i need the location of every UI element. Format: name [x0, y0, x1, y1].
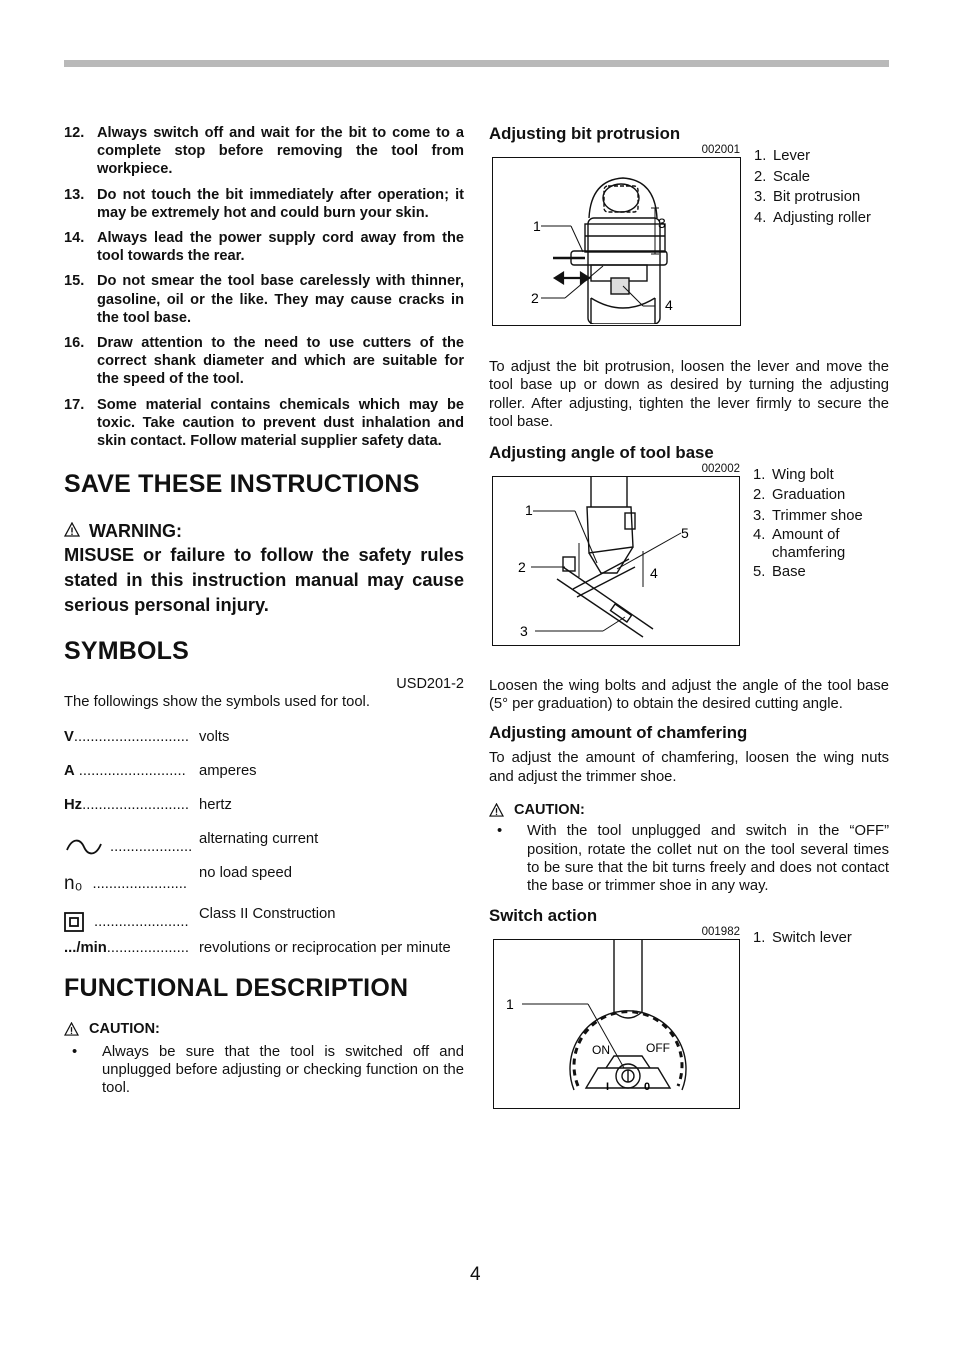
warning-title: [64, 521, 464, 542]
symbol-key: A: [64, 762, 75, 779]
caution-text: Always be sure that the tool is switched off and unplugged before adjusting or checking function on the tool.: [102, 1043, 464, 1097]
chamfer-body: To adjust the amount of chamfering, loosen the wing nuts and adjust the trimmer shoe.: [489, 750, 889, 785]
rule-number: 14.: [64, 230, 85, 247]
no-load-speed-icon: n₀: [64, 873, 83, 895]
legend-item: [753, 485, 863, 506]
switch-o-mark: 0: [644, 1080, 651, 1093]
symbol-row-class-ii: [64, 905, 464, 939]
symbol-meaning: volts: [199, 728, 230, 745]
header-rule: [64, 60, 889, 67]
router-bit-protrusion-illustration: [493, 158, 739, 324]
chamfer-heading: Adjusting amount of chamfering: [489, 723, 748, 743]
legend-text: Amount of chamfering: [772, 527, 846, 562]
caution-triangle-icon: [489, 803, 504, 817]
rule-text: Do not touch the bit immediately after operation; it may be extremely hot and could burn your skin.: [97, 186, 464, 221]
leader-dots: ..........................: [82, 796, 189, 813]
legend-number: 1.: [753, 929, 766, 946]
symbol-meaning: revolutions or reciprocation per minute: [199, 939, 451, 956]
legend-number: 3.: [754, 189, 767, 205]
bullet-dot: •: [497, 823, 503, 840]
legend-item: [754, 167, 871, 188]
leader-dots: .......................: [94, 913, 189, 930]
legend-text: Lever: [773, 148, 811, 164]
list-item: [64, 186, 464, 222]
symbol-meaning: hertz: [199, 796, 232, 813]
leader-dots: ....................: [110, 838, 193, 855]
figure-code: 001982: [701, 925, 740, 938]
legend-number: 1.: [754, 148, 767, 164]
callout-label: 2: [518, 558, 526, 575]
legend-item: [753, 506, 863, 527]
functional-description-heading: FUNCTIONAL DESCRIPTION: [64, 973, 409, 1002]
right-column: [489, 124, 889, 1109]
rule-text: Do not smear the tool base carelessly with thinner, gasoline, oil or the like. They may cause cracks in the tool base.: [97, 273, 464, 326]
router-angle-illustration: [493, 477, 738, 644]
figure-legend: [740, 928, 852, 1109]
symbols-intro: The followings show the symbols used for tool.: [64, 694, 370, 711]
callout-label: 5: [681, 524, 689, 541]
warning-title-text: WARNING:: [89, 521, 182, 542]
alternating-current-icon: [64, 839, 104, 855]
symbol-meaning: amperes: [199, 762, 257, 779]
rule-number: 15.: [64, 273, 85, 290]
callout-label: 1: [533, 218, 541, 234]
figure-image-frame: [492, 157, 741, 326]
class-ii-icon: [64, 912, 84, 932]
legend-item: [754, 187, 871, 208]
symbol-row-no-load-speed: [64, 864, 464, 905]
page-number: 4: [470, 1264, 481, 1285]
callout-label: 4: [650, 564, 658, 581]
rule-number: 12.: [64, 125, 85, 141]
rule-text: Always lead the power supply cord away from the tool towards the rear.: [97, 230, 464, 265]
legend-item: [753, 465, 863, 486]
leader-dots: ............................: [73, 728, 189, 745]
leader-dots: .......................: [92, 876, 188, 893]
legend-item: [754, 146, 871, 167]
callout-label: 1: [525, 501, 533, 518]
legend-text: Trimmer shoe: [772, 507, 863, 524]
leader-dots: ..........................: [74, 762, 186, 779]
safety-rules-list: [64, 124, 464, 450]
rule-text: Some material contains chemicals which may be toxic. Take caution to prevent dust inhalation and skin contact. Follow material supplier safety data.: [97, 396, 464, 450]
list-item: [64, 396, 464, 451]
legend-number: 1.: [753, 466, 766, 483]
legend-text: Base: [772, 564, 806, 581]
callout-label: 4: [665, 297, 673, 313]
caution-title: CAUTION:: [89, 1020, 160, 1037]
bullet-dot: •: [72, 1043, 78, 1060]
figure-image-frame: [492, 476, 740, 646]
legend-number: 2.: [753, 487, 766, 504]
callout-label: 1: [506, 995, 514, 1012]
callout-label: 3: [658, 215, 666, 231]
list-item: [489, 822, 889, 896]
bit-protrusion-body: To adjust the bit protrusion, loosen the lever and move the tool base up or down as desired by turning the adjusting roller. After adjusting, tighten the lever firmly to secure the tool base.: [489, 359, 889, 431]
rule-number: 16.: [64, 335, 85, 352]
save-instructions-heading: SAVE THESE INSTRUCTIONS: [64, 470, 420, 499]
switch-heading: Switch action: [489, 905, 598, 925]
warning-block: [64, 521, 464, 617]
symbol-meaning: alternating current: [199, 830, 319, 847]
legend-item: [754, 208, 871, 229]
figure-legend: [741, 146, 871, 326]
list-item: [64, 1043, 464, 1098]
warning-triangle-icon: [64, 521, 80, 542]
symbol-key: Hz: [64, 796, 83, 813]
caution-title: CAUTION:: [514, 802, 585, 819]
legend-text: Wing bolt: [772, 466, 834, 483]
rule-number: 17.: [64, 396, 85, 413]
symbol-key: .../min: [64, 939, 107, 956]
legend-text: Scale: [773, 168, 811, 185]
angle-body: Loosen the wing bolts and adjust the angle of the tool base (5° per graduation) to obtain the desired cutting angle.: [489, 677, 889, 713]
list-item: [64, 229, 464, 265]
symbols-table: [64, 728, 464, 957]
switch-i-mark: I: [606, 1080, 610, 1093]
callout-label: 2: [531, 290, 539, 306]
symbol-row-ac: [64, 830, 464, 864]
figure-image-frame: [493, 939, 740, 1109]
legend-number: 2.: [754, 168, 767, 185]
legend-text: Adjusting roller: [773, 209, 871, 226]
bit-protrusion-heading: Adjusting bit protrusion: [489, 124, 681, 143]
switch-off-label: OFF: [646, 1040, 670, 1055]
rule-text: Draw attention to the need to use cutters of the correct shank diameter and which are suitable for the speed of the tool.: [97, 335, 464, 388]
legend-number: 5.: [753, 564, 766, 581]
functional-caution: [64, 1021, 464, 1037]
symbol-row-hertz: [64, 796, 464, 830]
callout-label: 3: [520, 622, 528, 639]
figure-legend: [740, 465, 863, 646]
warning-body: MISUSE or failure to follow the safety rules stated in this instruction manual may cause serious personal injury.: [64, 544, 464, 616]
figure-code: 002001: [701, 144, 740, 156]
legend-text: Graduation: [772, 487, 846, 504]
symbol-meaning: Class II Construction: [199, 905, 336, 922]
legend-item: [753, 928, 852, 949]
symbol-row-volts: [64, 728, 464, 762]
list-item: [64, 124, 464, 179]
figure-code: 002002: [701, 462, 740, 475]
caution-text: With the tool unplugged and switch in the “OFF” position, rotate the collet nut on the tool several times to be sure that the bit turns freely and does not contact the base or trimmer shoe in any way.: [527, 823, 889, 895]
angle-heading: Adjusting angle of tool base: [489, 442, 714, 462]
symbol-key: V: [64, 728, 74, 745]
list-item: [64, 272, 464, 327]
rule-text: Always switch off and wait for the bit to come to a complete stop before removing the tool from workpiece.: [97, 125, 464, 178]
symbols-code: USD201-2: [396, 676, 464, 693]
switch-on-label: ON: [592, 1042, 610, 1057]
legend-item: [753, 526, 863, 562]
symbol-row-amperes: [64, 762, 464, 796]
symbol-meaning: no load speed: [199, 864, 292, 881]
legend-text: Bit protrusion: [773, 189, 861, 205]
legend-number: 4.: [753, 527, 766, 544]
chamfer-caution: [489, 802, 889, 818]
symbol-row-rpm: [64, 939, 464, 957]
legend-text: Switch lever: [772, 929, 852, 946]
leader-dots: ....................: [106, 939, 189, 956]
rule-number: 13.: [64, 186, 85, 203]
symbols-heading: SYMBOLS: [64, 637, 190, 666]
legend-item: [753, 562, 863, 583]
caution-triangle-icon: [64, 1022, 79, 1036]
left-column: [64, 124, 464, 1098]
legend-number: 4.: [754, 209, 767, 226]
switch-action-illustration: [494, 940, 738, 1107]
list-item: [64, 334, 464, 389]
legend-number: 3.: [753, 507, 766, 524]
